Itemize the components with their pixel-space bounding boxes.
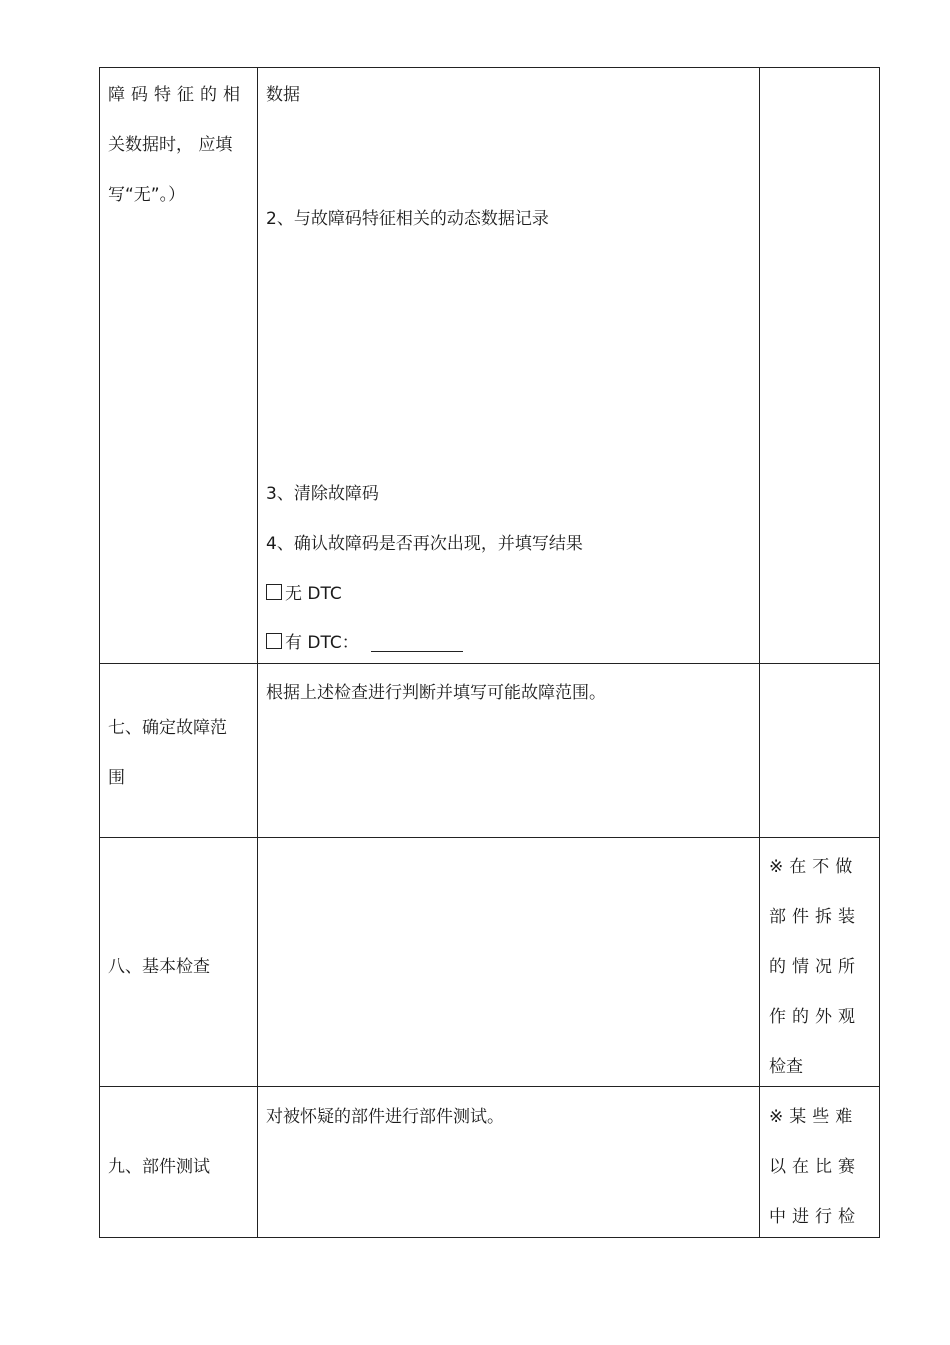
row3-label: 八、基本检查 (108, 957, 210, 977)
row2-content-cell[interactable] (258, 664, 760, 838)
form-row-component-test (100, 1087, 880, 1238)
row3-note-line-2: 部件拆装 (769, 907, 861, 927)
option-no-dtc[interactable] (266, 579, 342, 604)
form-row-fault-range (100, 664, 880, 838)
row3-note-line-4: 作的外观 (769, 1007, 861, 1027)
row3-note-line-1: ※在不做 (769, 857, 859, 877)
clear-fault-code-item: 3、清除故障码 (266, 484, 379, 504)
row4-note-line-1: ※某些难 (769, 1107, 859, 1127)
row1-data-text: 数据 (266, 85, 300, 105)
checkbox-has-dtc[interactable] (266, 633, 282, 649)
form-row-fault-code (100, 68, 880, 664)
row4-instruction: 对被怀疑的部件进行部件测试。 (266, 1107, 504, 1127)
option-no-dtc-label: 无 DTC (285, 584, 342, 604)
row2-label-cell (100, 664, 258, 838)
row4-note-line-2: 以在比赛 (769, 1157, 861, 1177)
row4-label-cell (100, 1087, 258, 1238)
row4-note-line-3: 中进行检 (769, 1207, 861, 1227)
row1-label-line-2: 关数据时， 应填 (108, 135, 233, 155)
row2-label-line-2: 围 (108, 768, 125, 788)
row2-note-cell (760, 664, 880, 838)
row1-label-cell (100, 68, 258, 664)
row4-content-cell[interactable] (258, 1087, 760, 1238)
row1-label-line-3: 写“无”。） (108, 185, 186, 205)
row3-note-cell (760, 838, 880, 1087)
option-has-dtc-label: 有 DTC： (285, 633, 359, 653)
row1-label-line-1: 障码特征的相 (108, 85, 246, 105)
row4-label: 九、部件测试 (108, 1157, 210, 1177)
dynamic-data-record-item: 2、与故障码特征相关的动态数据记录 (266, 209, 549, 229)
row2-instruction: 根据上述检查进行判断并填写可能故障范围。 (266, 683, 606, 703)
row3-label-cell (100, 838, 258, 1087)
row3-note-line-5: 检查 (769, 1057, 803, 1077)
row3-content-cell[interactable] (258, 838, 760, 1087)
row1-note-cell (760, 68, 880, 664)
row4-note-cell (760, 1087, 880, 1238)
inspection-form-table (99, 67, 880, 1238)
option-has-dtc[interactable] (266, 628, 463, 653)
row1-content-cell[interactable] (258, 68, 760, 664)
form-row-basic-inspection (100, 838, 880, 1087)
dtc-code-blank[interactable] (371, 637, 463, 652)
confirm-fault-code-item: 4、确认故障码是否再次出现，并填写结果 (266, 534, 583, 554)
row2-label-line-1: 七、确定故障范 (108, 718, 227, 738)
checkbox-no-dtc[interactable] (266, 584, 282, 600)
row3-note-line-3: 的情况所 (769, 957, 861, 977)
